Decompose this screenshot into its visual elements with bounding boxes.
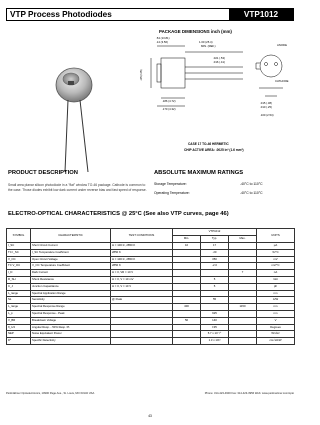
table-row [7,283,295,290]
characteristic-cell: Short Circuit Current [31,243,111,250]
conditions-cell [111,338,173,345]
max-cell [229,290,257,297]
page-title: VTP Process Photodiodes [10,10,112,19]
max-cell [229,317,257,324]
typ-cell: 55 [201,297,229,304]
typ-cell: 350 [201,256,229,263]
product-photo [8,27,128,173]
symbol-cell: θ_1/2 [7,324,31,331]
symbol-cell: R_SH [7,276,31,283]
anode-label: ANODE [277,43,287,47]
dim-label: .54 (13.81) [156,36,170,40]
units-cell: nm [257,304,295,311]
package-dimensions-drawing [140,34,295,144]
conditions-cell [111,331,173,338]
characteristic-cell: Shunt Resistance [31,276,111,283]
dim-label: .195 (4.95) [140,69,143,81]
header-min: Min. [173,236,201,243]
case-label: CASE 17 TO-46 HERMETIC [188,142,229,146]
package-dimensions-title: PACKAGE DIMENSIONS inch (mm) [159,29,232,34]
table-row [7,310,295,317]
dim-label: MIN. (REF.) [201,44,216,48]
dim-label: .016 (.41) [213,60,225,64]
min-cell: 400 [173,304,201,311]
symbol-cell: V_OC [7,256,31,263]
max-cell [229,249,257,256]
symbol-cell: I_SC [7,243,31,250]
table-row [7,317,295,324]
conditions-cell: H = 100 fc, 2850 K [111,243,173,250]
characteristic-cell: Breakdown Voltage [31,317,111,324]
min-cell [173,283,201,290]
page-header [6,8,294,21]
table-row [7,263,295,270]
typ-cell [201,304,229,311]
min-cell: 10 [173,243,201,250]
conditions-cell: H = 100 fc, 2850 K [111,256,173,263]
conditions-cell: 2850 K [111,263,173,270]
symbol-cell: D* [7,338,31,345]
dim-label: .015 (.38) [260,101,272,105]
typ-cell: 1.3 x 10¹³ [201,338,229,345]
typ-cell: ±35 [201,324,229,331]
units-cell: A/W [257,297,295,304]
min-cell [173,256,201,263]
header-conditions: TEST CONDITIONS [111,229,173,243]
rating-label: Storage Temperature: [154,182,187,186]
units-cell: nm [257,290,295,297]
characteristic-cell: Dark Current [31,270,111,277]
dim-label: .14 (3.56) [156,40,168,44]
min-cell: 50 [173,317,201,324]
chip-area-label: CHIP ACTIVE AREA: .0025 in² (1.6 mm²) [184,148,244,152]
table-row [7,249,295,256]
footer [6,392,294,395]
max-cell [229,283,257,290]
dim-label: .021 (.53) [213,56,225,60]
table-row [7,290,295,297]
conditions-cell: @ Peak [111,297,173,304]
min-cell [173,297,201,304]
symbol-cell: V_BR [7,317,31,324]
dim-label: .186 (4.72) [162,99,176,103]
table-row [7,276,295,283]
rating-row [154,182,294,186]
units-cell: GΩ [257,276,295,283]
min-cell [173,263,201,270]
units-cell: mV/°C [257,263,295,270]
max-cell [229,256,257,263]
header-characteristic: CHARACTERISTIC [31,229,111,243]
units-cell: %/°C [257,249,295,256]
min-cell [173,324,201,331]
max-cell [229,243,257,250]
max-cell [229,263,257,270]
conditions-cell [111,317,173,324]
rating-label: Operating Temperature: [154,191,190,195]
max-cell [229,276,257,283]
units-cell: nm [257,310,295,317]
ratings-title: ABSOLUTE MAXIMUM RATINGS [154,170,244,176]
characteristic-cell: Specific Detectivity [31,338,111,345]
min-cell [173,310,201,317]
characteristic-cell: Noise Equivalent Power [31,331,111,338]
conditions-cell [111,310,173,317]
typ-cell: 17 [201,243,229,250]
characteristic-cell: Open Circuit Voltage [31,256,111,263]
typ-cell [201,270,229,277]
conditions-cell: H = 0, VR = 10 V [111,270,173,277]
header-units: UNITS [257,229,295,243]
max-cell [229,331,257,338]
min-cell [173,249,201,256]
dim-label: .100 (2.54) [260,113,274,117]
characteristic-cell: Angular Resp. - 50% Resp. Pt. [31,324,111,331]
units-cell: cm√Hz/W [257,338,295,345]
conditions-cell: H = 0, V = 10 V [111,283,173,290]
symbol-cell: λ_range [7,290,31,297]
characteristic-cell: Junction Capacitance [31,283,111,290]
units-cell: Degrees [257,324,295,331]
symbol-cell: NEP [7,331,31,338]
min-cell [173,331,201,338]
table-row [7,243,295,250]
units-cell: W/√Hz [257,331,295,338]
conditions-cell [111,304,173,311]
header-symbol: SYMBOL [7,229,31,243]
header-max: Max. [229,236,257,243]
conditions-cell [111,324,173,331]
max-cell [229,310,257,317]
table-row [7,256,295,263]
min-cell [173,338,201,345]
table-row [7,324,295,331]
cathode-label: CATHODE [275,79,289,83]
conditions-cell: H = 0, V = 10 mV [111,276,173,283]
table-row [7,297,295,304]
characteristic-cell: Spectral Response Range [31,304,111,311]
symbol-cell: C_J [7,283,31,290]
table-row [7,331,295,338]
symbol-cell: Sλ [7,297,31,304]
symbol-cell: TC I_SC [7,249,31,256]
rating-value: -40°C to 110°C [240,182,263,186]
page-number: 43 [148,414,152,418]
conditions-cell: 2850 K [111,249,173,256]
table-row [7,338,295,345]
product-description-text: Small area planar silicon photodiode in a "flat" window TO-46 package. Cathode is common to the case. Those diodes exhibit low dark current under reverse bias and fast speed of response. [8,183,147,192]
dim-label: 1.00 (25.4) [199,40,213,44]
header-typ: Typ. [201,236,229,243]
max-cell: 7 [229,270,257,277]
units-cell: nA [257,270,295,277]
units-cell: µA [257,243,295,250]
min-cell [173,276,201,283]
rating-row [154,191,294,195]
electro-optical-title: ELECTRO-OPTICAL CHARACTERISTICS @ 25°C (See also VTP curves, page 46) [8,211,229,217]
typ-cell: 140 [201,317,229,324]
typ-cell: 925 [201,310,229,317]
typ-cell: .20 [201,249,229,256]
dim-label: .010 (.25) [260,105,272,109]
max-cell [229,324,257,331]
dim-label: .170 (4.32) [162,107,176,111]
symbol-cell: TC V_OC [7,263,31,270]
max-cell [229,297,257,304]
characteristic-cell: Spectral Response - Peak [31,310,111,317]
symbol-cell: I_D [7,270,31,277]
characteristic-cell: Spectral Application Range [31,290,111,297]
table-row [7,270,295,277]
header-part: VTP1012 [173,229,257,236]
part-number-badge: VTP1012 [229,9,293,20]
footer-company: PerkinElmer Optoelectronics, 10900 Page Ave., St. Louis, MO 63132 USA [6,392,95,395]
characteristics-table [6,228,295,345]
min-cell [173,270,201,277]
characteristic-cell: I_SC Temperature Coefficient [31,249,111,256]
symbol-cell: λ_p [7,310,31,317]
max-cell [229,338,257,345]
characteristic-cell: V_OC Temperature Coefficient [31,263,111,270]
units-cell: mV [257,256,295,263]
rating-value: -40°C to 110°C [240,191,263,195]
typ-cell: -2.0 [201,263,229,270]
characteristic-cell: Sensitivity [31,297,111,304]
footer-contact: Phone: 314-423-4900 Fax: 314-423-3956 Web: www.perkinelmer.com/opto [204,392,294,395]
min-cell [173,290,201,297]
units-cell: V [257,317,295,324]
max-cell: 1150 [229,304,257,311]
typ-cell [201,290,229,297]
table-row [7,304,295,311]
typ-cell: 5 [201,283,229,290]
symbol-cell: λ_range [7,304,31,311]
typ-cell: 5 [201,276,229,283]
units-cell: pF [257,283,295,290]
typ-cell: 5.7 x 10⁻¹⁴ [201,331,229,338]
conditions-cell [111,290,173,297]
product-description-title: PRODUCT DESCRIPTION [8,170,78,176]
